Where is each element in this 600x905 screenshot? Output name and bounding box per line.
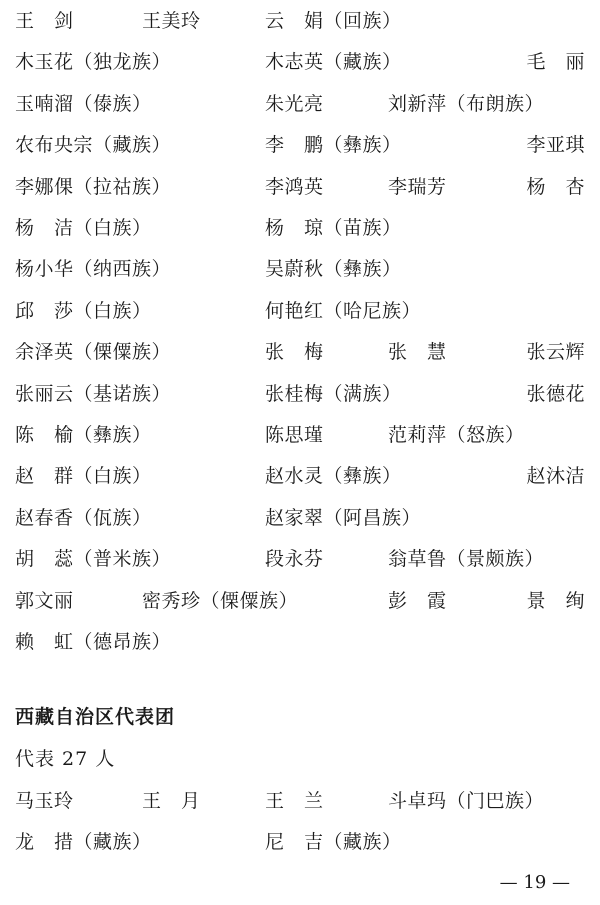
delegate-name: 李 鹏（彝族） [265, 134, 402, 157]
delegate-name: 赵家翠（阿昌族） [265, 506, 422, 529]
delegate-name: 陈思瑾 [265, 424, 324, 446]
delegate-name: 杨 杏 [526, 175, 585, 198]
name-row [0, 542, 600, 576]
delegate-name: 玉喃溜（傣族） [15, 92, 152, 115]
delegate-name: 毛 丽 [526, 51, 585, 74]
name-row [0, 252, 600, 286]
delegate-name: 赵沐洁 [526, 465, 585, 488]
delegate-name: 景 绚 [526, 589, 585, 612]
page-number: — 19 — [499, 872, 570, 893]
delegate-name: 张 梅 [265, 341, 324, 364]
delegate-name: 杨 洁（白族） [15, 217, 152, 239]
delegate-name: 范莉萍（怒族） [388, 424, 525, 446]
delegate-name: 郭文丽 [15, 589, 74, 612]
delegate-name: 张德花 [526, 382, 585, 405]
name-row [0, 211, 600, 245]
delegate-name: 李鸿英 [265, 175, 324, 198]
delegate-name: 王美玲 [142, 10, 201, 32]
delegate-count: 代表 27 人 [15, 748, 116, 770]
delegate-name: 胡 蕊（普米族） [15, 548, 172, 571]
delegate-name: 翁草鲁（景颇族） [388, 548, 545, 571]
delegate-name: 赵春香（佤族） [15, 506, 152, 529]
delegate-name: 刘新萍（布朗族） [388, 92, 545, 115]
delegate-name: 龙 措（藏族） [15, 831, 152, 854]
delegate-name: 王 剑 [15, 10, 74, 32]
delegate-name: 吴蔚秋（彝族） [265, 258, 402, 281]
section-title: 西藏自治区代表团 [15, 706, 176, 728]
name-row [0, 294, 600, 328]
delegate-name: 段永芬 [265, 548, 324, 571]
name-row [0, 459, 600, 493]
delegate-name: 赵 群（白族） [15, 465, 152, 488]
name-row [0, 87, 600, 121]
name-row [0, 45, 600, 79]
name-row [0, 377, 600, 411]
delegate-name: 李亚琪 [526, 134, 585, 157]
name-row [0, 418, 600, 452]
name-row [0, 170, 600, 204]
name-row [0, 584, 600, 618]
delegate-name: 杨小华（纳西族） [15, 258, 172, 281]
name-row [0, 825, 600, 859]
delegate-name: 李娜倮（拉祜族） [15, 175, 172, 198]
delegate-name: 斗卓玛（门巴族） [388, 790, 545, 812]
name-row [0, 128, 600, 162]
delegate-name: 邱 莎（白族） [15, 299, 152, 322]
delegate-name: 王 月 [142, 790, 201, 812]
delegate-name: 张丽云（基诺族） [15, 382, 172, 405]
name-row [0, 625, 600, 659]
delegate-name: 赖 虹（德昂族） [15, 631, 172, 653]
name-row [0, 335, 600, 369]
delegate-name: 李瑞芳 [388, 175, 447, 198]
delegate-name: 陈 榆（彝族） [15, 424, 152, 446]
delegate-name: 密秀珍（傈僳族） [142, 589, 299, 612]
delegate-name: 赵水灵（彝族） [265, 465, 402, 488]
delegate-name: 朱光亮 [265, 92, 324, 115]
delegate-name: 张云辉 [526, 341, 585, 364]
delegate-name: 王 兰 [265, 790, 324, 812]
delegate-name: 尼 吉（藏族） [265, 831, 402, 854]
delegate-name: 农布央宗（藏族） [15, 134, 172, 157]
delegate-name: 余泽英（傈僳族） [15, 341, 172, 364]
delegate-name: 张桂梅（满族） [265, 382, 402, 405]
name-row [0, 4, 600, 38]
delegate-name: 云 娟（回族） [265, 10, 402, 32]
delegate-name: 何艳红（哈尼族） [265, 299, 422, 322]
delegate-name: 马玉玲 [15, 790, 74, 812]
delegate-name: 张 慧 [388, 341, 447, 364]
delegate-name: 木玉花（独龙族） [15, 51, 172, 74]
delegate-name: 彭 霞 [388, 589, 447, 612]
delegate-name: 木志英（藏族） [265, 51, 402, 74]
name-row [0, 784, 600, 818]
name-row [0, 501, 600, 535]
delegate-name: 杨 琼（苗族） [265, 217, 402, 239]
